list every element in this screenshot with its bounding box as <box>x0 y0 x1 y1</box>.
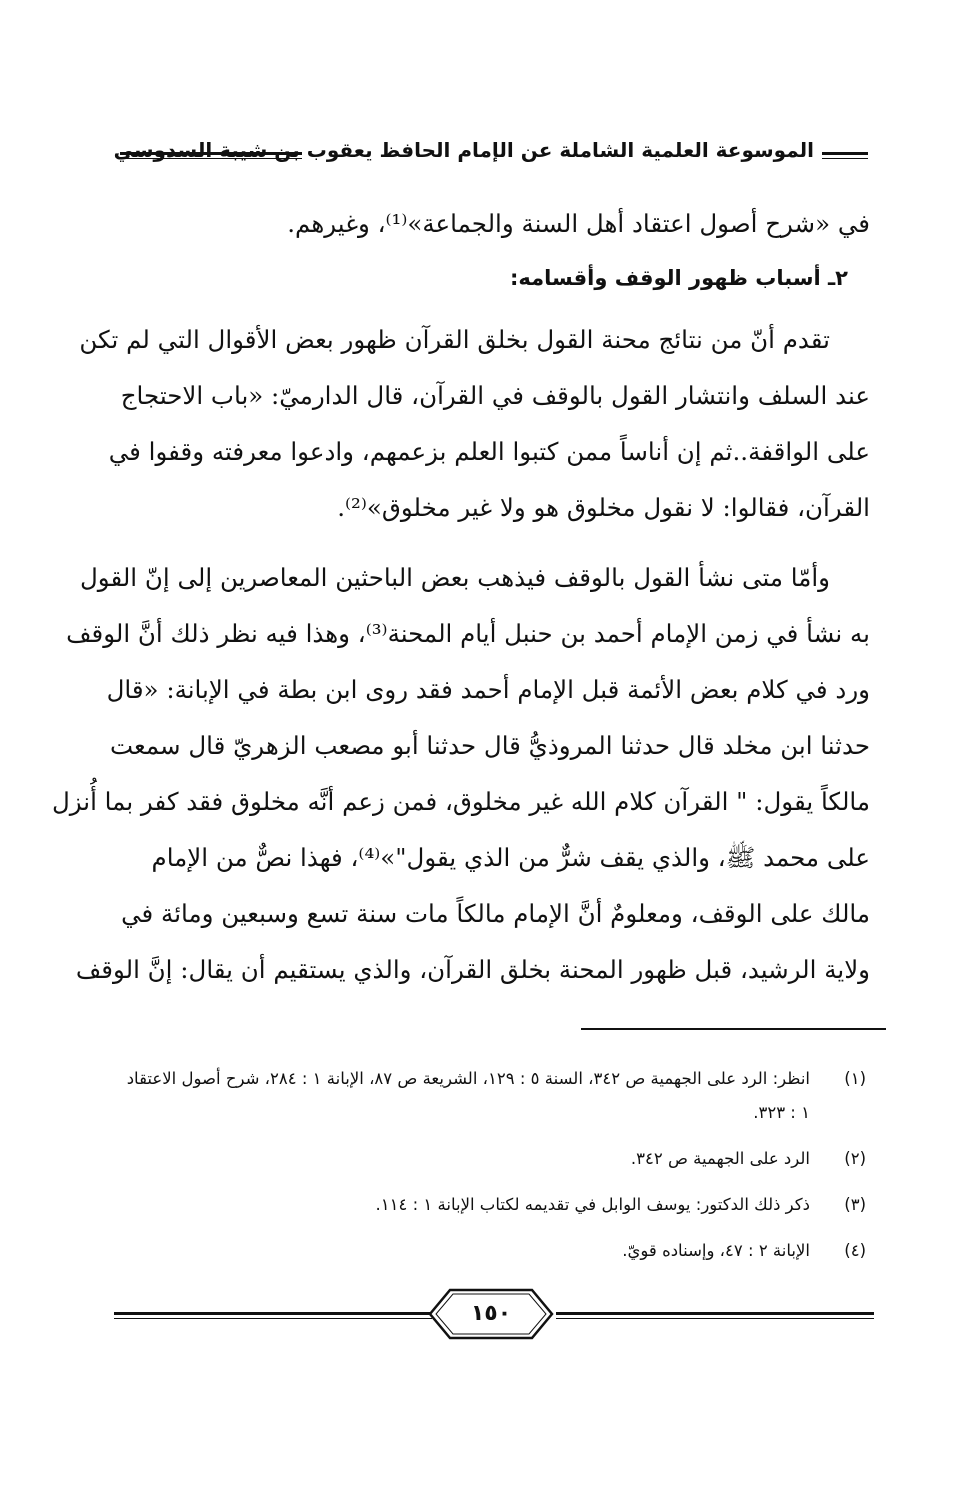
paragraph-gap <box>120 536 870 550</box>
body-line: وأمّا متى نشأ القول بالوقف فيذهب بعض الباحثين المعاصرين إلى إنّ القول <box>79 563 830 592</box>
footer-rule-right <box>556 1312 874 1319</box>
header-rule-right <box>822 152 868 159</box>
footnote-text: انظر: الرد على الجهمية ص ٣٤٢، السنة ٥ : ١٢٩، الشريعة ص ٨٧، الإبانة ١ : ٢٨٤، شرح أصول الاعتقاد ١ : ٣٢٣. <box>126 1069 810 1122</box>
body-line: على الواقفة..ثم إن أناساً ممن كتبوا العلم بزعمهم، وادعوا معرفته وقفوا في <box>108 437 870 466</box>
page-number: ١٥٠ <box>470 1301 512 1326</box>
footnote <box>120 1142 870 1176</box>
body-line: مالك على الوقف، ومعلومٌ أنَّ الإمام مالكاً مات سنة تسع وسبعين ومائة في <box>121 899 870 928</box>
footnote-number: (٣) <box>844 1195 866 1214</box>
header-title: الموسوعة العلمية الشاملة عن الإمام الحافظ يعقوب بن شيبة السدوسي <box>113 138 814 162</box>
body-line: مالكاً يقول: " القرآن كلام الله غير مخلوق، فمن زعم أنَّه مخلوق فقد كفر بما أُنزل <box>51 787 870 816</box>
running-header <box>113 138 868 174</box>
footnote-text: الرد على الجهمية ص ٣٤٢. <box>630 1149 810 1168</box>
body-line: عند السلف وانتشار القول بالوقف في القرآن، قال الدارميّ: «باب الاحتجاج <box>120 381 870 410</box>
header-rule-left <box>120 152 302 159</box>
body-line: القرآن، فقالوا: لا نقول مخلوق هو ولا غير مخلوق»⁽²⁾. <box>337 493 870 522</box>
body-line: ولاية الرشيد، قبل ظهور المحنة بخلق القرآن، والذي يستقيم أن يقال: إنَّ الوقف <box>75 955 870 984</box>
footnote <box>120 1188 870 1222</box>
footnote-text: الإبانة ٢ : ٤٧، وإسناده قويّ. <box>622 1241 810 1260</box>
page-footer <box>114 1282 874 1352</box>
body-line: ورد في كلام بعض الأئمة قبل الإمام أحمد فقد روى ابن بطة في الإبانة: «قال <box>106 675 870 704</box>
footer-rule-left <box>114 1312 432 1319</box>
page-number-frame <box>428 1288 554 1340</box>
footnote-separator <box>581 1028 886 1030</box>
footnote-number: (٤) <box>844 1241 866 1260</box>
body-line: في «شرح أصول اعتقاد أهل السنة والجماعة»⁽¹⁾، وغيرهم. <box>287 209 870 238</box>
footnotes <box>120 1062 870 1280</box>
body-line: تقدم أنّ من نتائج محنة القول بخلق القرآن ظهور بعض الأقوال التي لم تكن <box>79 325 830 354</box>
footnote-number: (٢) <box>844 1149 866 1168</box>
body-line: على محمد ﷺ، والذي يقف شرٌّ من الذي يقول"»⁽⁴⁾، فهذا نصٌّ من الإمام <box>151 843 870 872</box>
body-line: به نشأ في زمن الإمام أحمد بن حنبل أيام المحنة⁽³⁾، وهذا فيه نظر ذلك أنَّ الوقف <box>66 619 870 648</box>
body-line: حدثنا ابن مخلد قال حدثنا المروذيُّ قال حدثنا أبو مصعب الزهريّ قال سمعت <box>110 731 870 760</box>
section-heading: ٢ـ أسباب ظهور الوقف وأقسامه: <box>510 266 848 290</box>
footnote-number: (١) <box>844 1069 866 1088</box>
footnote <box>120 1234 870 1268</box>
footnote-text: ذكر ذلك الدكتور: يوسف الوابل في تقديمه لكتاب الإبانة ١ : ١١٤. <box>375 1195 810 1214</box>
footnote <box>120 1062 870 1130</box>
body-text <box>51 196 870 998</box>
